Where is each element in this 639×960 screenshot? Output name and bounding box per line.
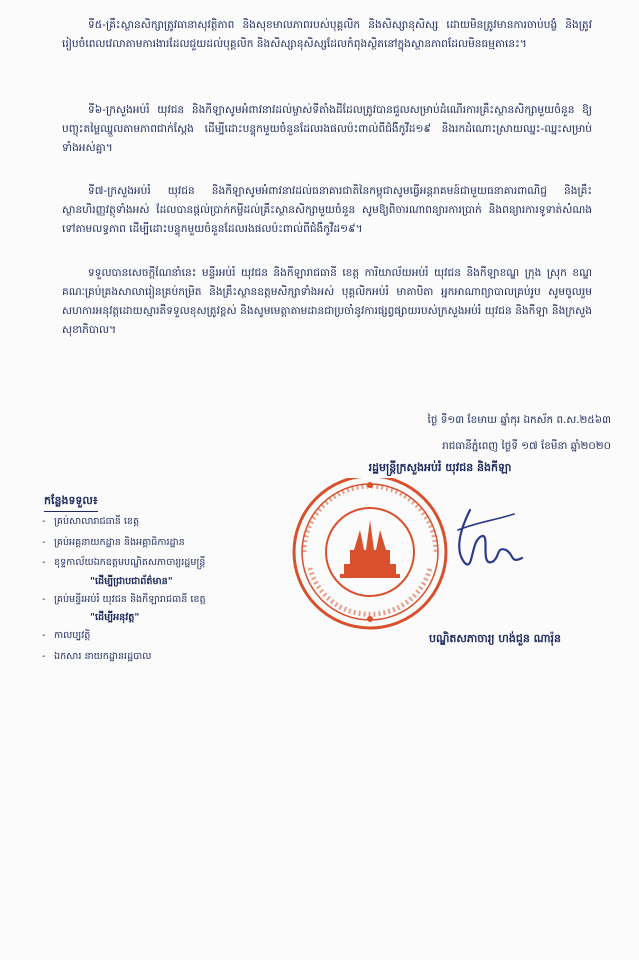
paragraph-article-7: ទី៧-ក្រសួងអប់រំ យុវជន និងកីឡាសូមអំពាវនាវដល់ធនាគារជាតិនៃកម្ពុជាសូមធ្វើអន្តរាគមន៍ជាមួយធនាគារពាណិជ្ជ និងគ្រឹះស្ថានហិរញ្ញវត្ថុទាំងអស់ ដែលបានផ្តល់ប្រាក់កម្ចីដល់គ្រឹះស្ថានសិក្សាមួយចំនួន សូមឱ្យពិចារណាពន្យារការប្រាក់ និងពន្យារការទូទាត់សំណងទៅតាមលទ្ធភាព ដើម្បីដោះបន្ទុកមួយចំនួនដែលរងផលប៉ះពាល់ពីជំងឺកូវីដ១៩។ <box>62 185 592 235</box>
paragraph-article-6: ទី៦-ក្រសួងអប់រំ យុវជន និងកីឡាសូមអំពាវនាវដល់ម្ចាស់ទីតាំងដីដែលត្រូវបានជួលសម្រាប់ដំណើរការគ្រឹះស្ថានសិក្សាមួយចំនួន ឱ្យបញ្ចុះតម្លៃឈ្នួលតាមភាពជាក់ស្តែង ដើម្បីដោះបន្ទុកមួយចំនួនដែលរងផលប៉ះពាល់ពីជំងឺកូវីដ១៩ និងរកដំណោះស្រាយឈ្នះ-ឈ្នះសម្រាប់ទាំងអស់គ្នា។ <box>62 104 592 154</box>
cc-item-note: "ដើម្បីអនុវត្ត" <box>90 612 140 623</box>
cc-item-note: "ដើម្បីជ្រាបជាព័ត៌មាន" <box>90 575 173 587</box>
paragraph-closing: ទទួលបានសេចក្តីណែនាំនេះ មន្ទីរអប់រំ យុវជន និងកីឡារាជធានី ខេត្ត ការិយាល័យអប់រំ យុវជន និងកីឡាខណ្ឌ ក្រុង ស្រុក ខណ្ឌ គណៈគ្រប់គ្រងសាលារៀនគ្រប់កម្រិត និងគ្រឹះស្ថានឧត្តមសិក្សាទាំងអស់ បុគ្គលិកអប់រំ មាតាបិតា អ្នកអាណាព្យាបាលគ្រប់រូប សូមចូលរួមសហការអនុវត្តដោយស្មារតីទទួលខុសត្រូវខ្ពស់ និងសូមមេត្តាតាមដានជាប្រចាំនូវការផ្សព្វផ្សាយរបស់ក្រសួងអប់រំ យុវជន និងកីឡា និងក្រសួងសុខាភិបាល។ <box>62 267 592 336</box>
cc-item: - គ្រប់មន្ទីរអប់រំ យុវជន និងកីឡារាជធានី ខេត្ត <box>36 590 326 611</box>
paragraph-article-5: ទី៥-គ្រឹះស្ថានសិក្សាត្រូវធានាសុវត្ថិភាព និងសុខមាលភាពរបស់បុគ្គលិក និងសិស្សានុសិស្ស ដោយមិនត្រូវមានការចាប់បង្ខំ និងត្រូវរៀបចំពេលវេលាតាមការងារដែលជួយដល់បុគ្គលិក និងសិស្សានុសិស្សដែលកំពុងស្ថិតនៅក្នុងស្ថានភាពដែលមិនធម្មតានេះ។ <box>62 19 592 50</box>
solar-date: រាជធានីភ្នំពេញ ថ្ងៃទី ១៧ ខែមីនា ឆ្នាំ២០២០ <box>442 440 611 452</box>
cc-item: - ខុទ្ទកាល័យឯកឧត្តមបណ្ឌិតសភាចារ្យរដ្ឋមន្ត្រី <box>36 553 326 574</box>
cc-item: - កាលប្បវត្តិ <box>36 626 326 647</box>
cc-item: - គ្រប់អគ្គនាយកដ្ឋាន និងអគ្គាធិការដ្ឋាន <box>36 533 326 554</box>
cc-item: - គ្រប់សាលារាជធានី ខេត្ត <box>36 512 326 533</box>
signer-name: បណ្ឌិតសភាចារ្យ ហង់ជួន ណារ៉ុន <box>428 632 562 645</box>
cc-list <box>36 512 326 667</box>
ministry-title: រដ្ឋមន្ត្រីក្រសួងអប់រំ យុវជន និងកីឡា <box>270 458 610 478</box>
cc-item: - ឯកសារ នាយកដ្ឋានរដ្ឋបាល <box>36 647 326 668</box>
cc-title: កន្លែងទទួល៖ <box>44 494 98 512</box>
signature-icon <box>430 500 530 590</box>
lunar-date: ថ្ងៃ ទី១៣ ខែមាឃ ឆ្នាំកុរ ឯកស័ក ព.ស.២៥៦៣ <box>427 414 611 426</box>
